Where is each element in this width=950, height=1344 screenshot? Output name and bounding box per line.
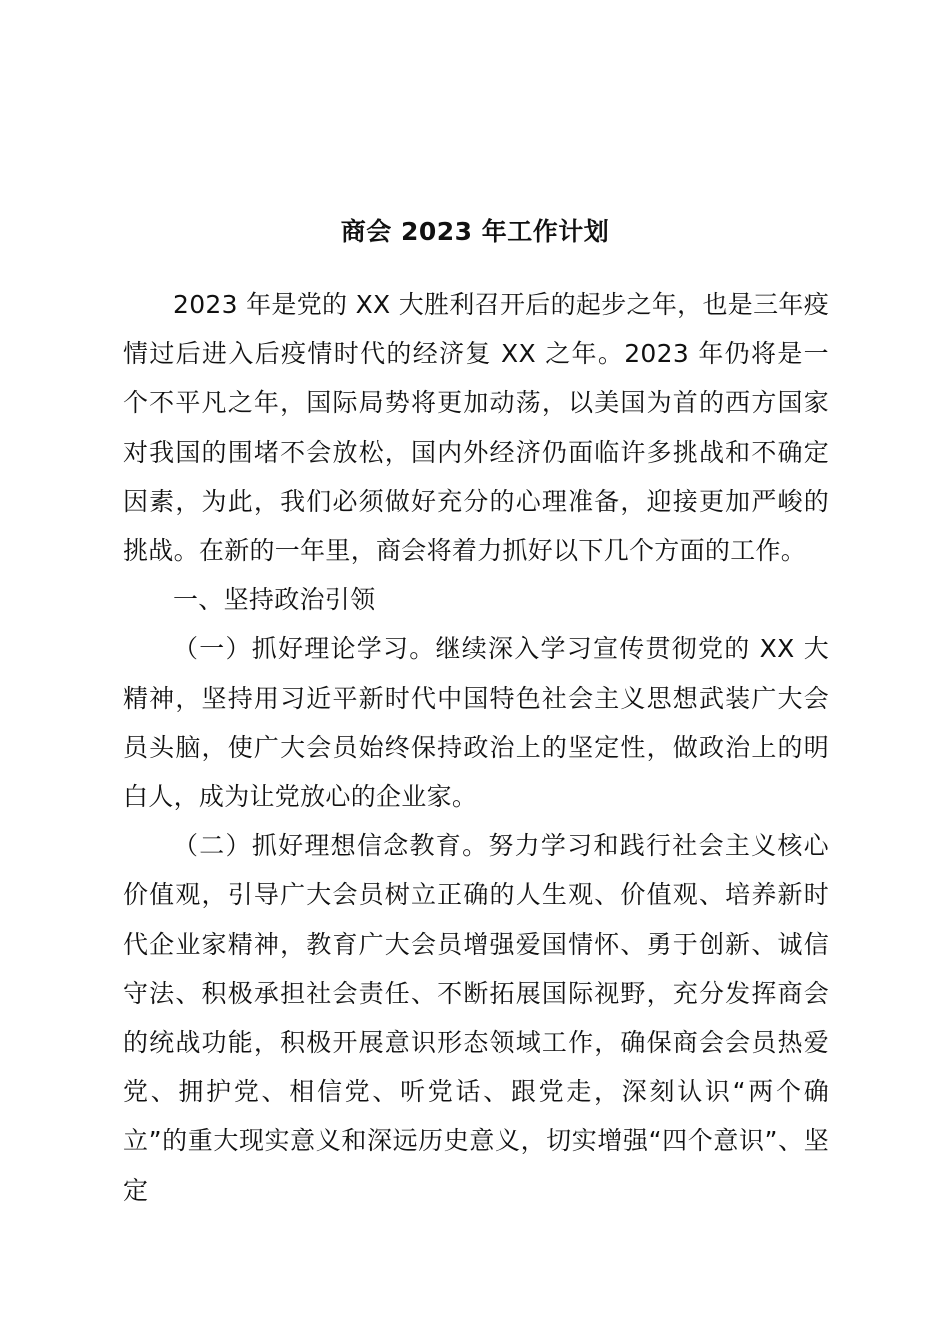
paragraph-intro: 2023 年是党的 XX 大胜利召开后的起步之年，也是三年疫情过后进入后疫情时代的经济复 XX 之年。2023 年仍将是一个不平凡之年，国际局势将更加动荡，以美国为首的西方国家对我国的围堵不会放松，国内外经济仍面临许多挑战和不确定因素，为此，我们必须做好充分的心理准备，迎接更加严峻的挑战。在新的一年里，商会将着力抓好以下几个方面的工作。 xyxy=(123,290,829,566)
document-body xyxy=(123,280,829,1215)
paragraph-ideals-education: （二）抓好理想信念教育。努力学习和践行社会主义核心价值观，引导广大会员树立正确的人生观、价值观、培养新时代企业家精神，教育广大会员增强爱国情怀、勇于创新、诚信守法、积极承担社会责任、不断拓展国际视野，充分发挥商会的统战功能，积极开展意识形态领域工作，确保商会会员热爱党、拥护党、相信党、听党话、跟党走，深刻认识“两个确立”的重大现实意义和深远历史意义，切实增强“四个意识”、坚定 xyxy=(123,831,829,1205)
document-title: 商会 2023 年工作计划 xyxy=(340,217,610,246)
section-heading-political-leadership: 一、坚持政治引领 xyxy=(173,585,376,615)
paragraph-theory-study: （一）抓好理论学习。继续深入学习宣传贯彻党的 XX 大精神，坚持用习近平新时代中国特色社会主义思想武装广大会员头脑，使广大会员始终保持政治上的坚定性，做政治上的明白人，成为让党放心的企业家。 xyxy=(123,634,829,812)
